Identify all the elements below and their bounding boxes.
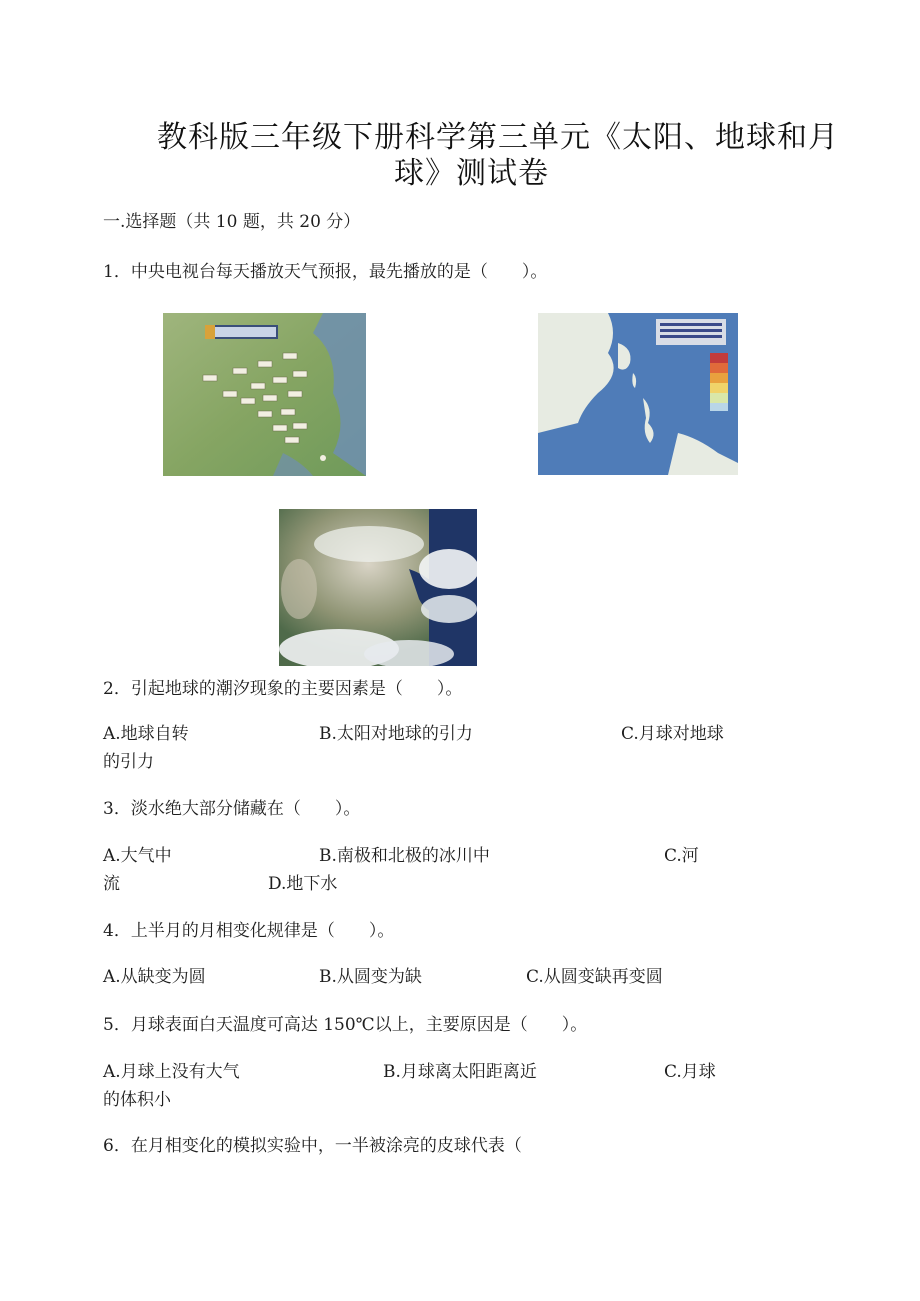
option-2b[interactable]: B.太阳对地球的引力	[319, 724, 473, 744]
question-4	[103, 916, 394, 941]
question-number: 1	[103, 262, 114, 282]
question-text: ．月球表面白天温度可高达 150℃以上，主要原因是（ ）。	[113, 1015, 588, 1035]
question-text: ．在月相变化的模拟实验中，一半被涂亮的皮球代表（	[113, 1136, 522, 1156]
option-3c[interactable]: C.河	[664, 846, 699, 866]
page-title-line1: 教科版三年级下册科学第三单元《太阳、地球和月	[157, 120, 839, 155]
question-number: 6	[103, 1136, 114, 1156]
option-5c[interactable]: C.月球	[664, 1062, 716, 1082]
question-3	[103, 794, 360, 819]
option-4a[interactable]: A.从缺变为圆	[103, 967, 206, 987]
option-3b[interactable]: B.南极和北极的冰川中	[319, 846, 490, 866]
option-2a[interactable]: A.地球自转	[103, 724, 189, 744]
question-number: 3	[103, 799, 114, 819]
question-number: 4	[103, 921, 114, 941]
option-4c[interactable]: C.从圆变缺再变圆	[526, 967, 663, 987]
question-text: ．淡水绝大部分储藏在（ ）。	[113, 799, 361, 819]
satellite-cloud-image	[279, 509, 477, 666]
section-heading: 一.选择题（共 10 题，共 20 分）	[103, 212, 361, 232]
option-2c[interactable]: C.月球对地球	[621, 724, 724, 744]
question-1	[103, 257, 547, 282]
question-6	[103, 1131, 522, 1156]
option-3d[interactable]: D.地下水	[268, 874, 338, 894]
question-text: ．引起地球的潮汐现象的主要因素是（ ）。	[113, 679, 463, 699]
question-text: ．上半月的月相变化规律是（ ）。	[113, 921, 395, 941]
precipitation-map-image	[538, 313, 738, 475]
option-2c-continued: 的引力	[103, 752, 154, 772]
question-text: ．中央电视台每天播放天气预报，最先播放的是（ ）。	[113, 262, 548, 282]
option-5c-continued: 的体积小	[103, 1090, 171, 1110]
option-3a[interactable]: A.大气中	[103, 846, 172, 866]
question-number: 2	[103, 679, 114, 699]
question-number: 5	[103, 1015, 114, 1035]
option-4b[interactable]: B.从圆变为缺	[319, 967, 422, 987]
page-title-line2: 球》测试卷	[394, 156, 549, 191]
question-5	[103, 1010, 587, 1035]
option-5b[interactable]: B.月球离太阳距离近	[383, 1062, 537, 1082]
weather-map-image	[163, 313, 366, 476]
question-2	[103, 674, 462, 699]
option-3c-continued: 流	[103, 874, 120, 894]
option-5a[interactable]: A.月球上没有大气	[103, 1062, 240, 1082]
